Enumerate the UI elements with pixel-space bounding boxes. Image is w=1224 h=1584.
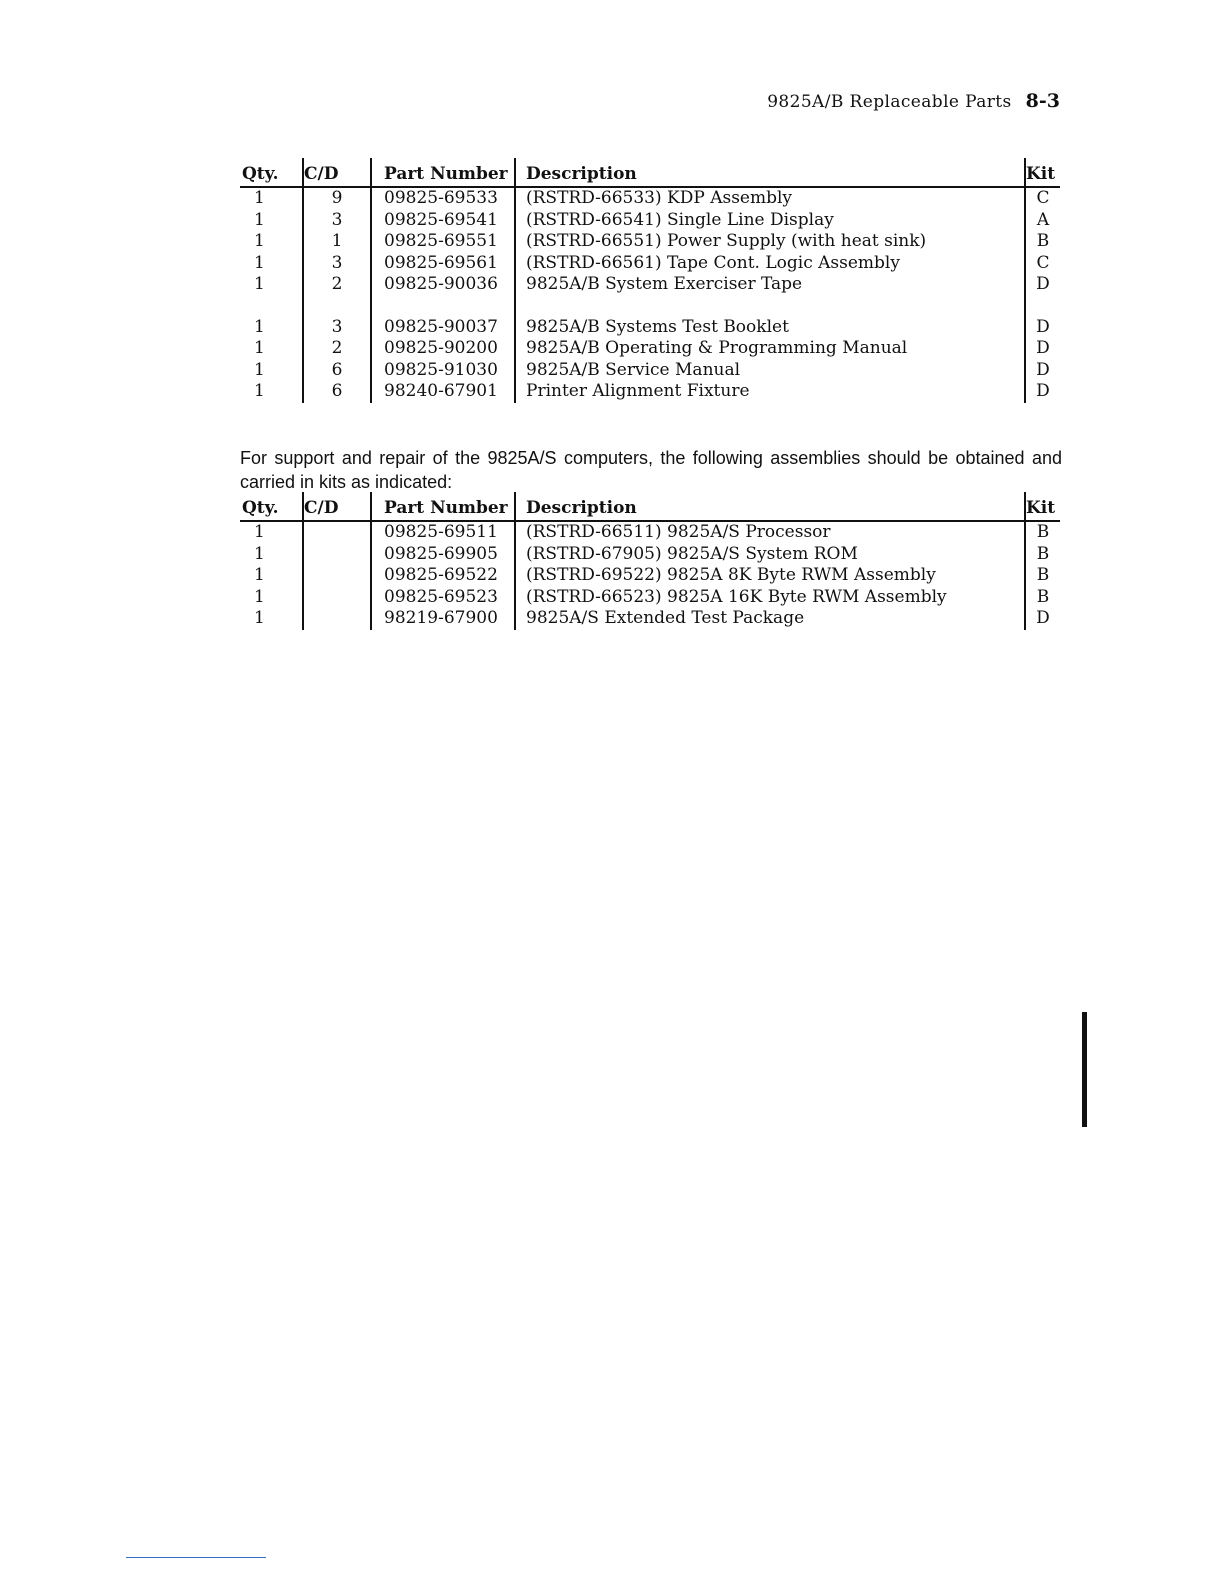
table-row xyxy=(240,360,1060,382)
cell-part-number: 09825-69541 xyxy=(371,210,515,232)
table-header-row xyxy=(240,158,1060,187)
cell-qty: 1 xyxy=(254,543,265,564)
cell-part-number: 09825-69551 xyxy=(371,231,515,253)
cell-kit: C xyxy=(1025,253,1060,275)
column-header-cd: C/D xyxy=(303,492,371,521)
spacer-cell xyxy=(303,296,371,317)
cell-kit: C xyxy=(1025,187,1060,210)
cell-qty: 1 xyxy=(254,209,265,230)
cell-cd: 3 xyxy=(303,253,371,275)
cell-part-number: 09825-69561 xyxy=(371,253,515,275)
cell-description: 9825A/B Operating & Programming Manual xyxy=(515,338,1025,360)
table-row xyxy=(240,521,1060,544)
cell-cd: 9 xyxy=(303,187,371,210)
cell-part-number: 09825-69522 xyxy=(371,565,515,587)
cell-part-number: 98219-67900 xyxy=(371,608,515,630)
parts-table-9825ab xyxy=(240,158,1060,403)
cell-description: (RSTRD-69522) 9825A 8K Byte RWM Assembly xyxy=(515,565,1025,587)
page-header xyxy=(767,90,1060,112)
cell-cd: 3 xyxy=(303,317,371,339)
cell-kit: D xyxy=(1025,360,1060,382)
table-row xyxy=(240,544,1060,566)
support-paragraph: For support and repair of the 9825A/S computers, the following assemblies should be obtained and carried in kits as indicated: xyxy=(240,448,1062,492)
cell-part-number: 09825-91030 xyxy=(371,360,515,382)
cell-description: (RSTRD-66551) Power Supply (with heat sink) xyxy=(515,231,1025,253)
cell-qty: 1 xyxy=(254,316,265,337)
column-header-kit: Kit xyxy=(1025,158,1060,187)
column-header-cd: C/D xyxy=(303,158,371,187)
cell-qty: 1 xyxy=(254,274,265,294)
column-header-part-number: Part Number xyxy=(371,158,515,187)
cell-part-number: 09825-69523 xyxy=(371,587,515,609)
cell-qty: 1 xyxy=(254,252,265,273)
cell-kit: D xyxy=(1025,608,1060,630)
cell-kit: D xyxy=(1025,274,1060,296)
cell-qty: 1 xyxy=(254,565,265,585)
cell-kit: D xyxy=(1025,338,1060,360)
cell-qty: 1 xyxy=(254,359,265,380)
table-row xyxy=(240,187,1060,210)
column-header-qty: Qty. xyxy=(240,158,303,187)
table-row xyxy=(240,381,1060,403)
cell-kit: B xyxy=(1025,544,1060,566)
table-row xyxy=(240,317,1060,339)
cell-kit: A xyxy=(1025,210,1060,232)
cell-description: Printer Alignment Fixture xyxy=(515,381,1025,403)
table-row xyxy=(240,231,1060,253)
cell-cd: 6 xyxy=(303,360,371,382)
cell-qty: 1 xyxy=(254,522,265,542)
revision-change-bar xyxy=(1082,1012,1087,1127)
cell-description: (RSTRD-66561) Tape Cont. Logic Assembly xyxy=(515,253,1025,275)
cell-description: (RSTRD-66533) KDP Assembly xyxy=(515,187,1025,210)
cell-part-number: 98240-67901 xyxy=(371,381,515,403)
table-row xyxy=(240,608,1060,630)
table-row-spacer xyxy=(240,296,1060,317)
cell-description: 9825A/B Service Manual xyxy=(515,360,1025,382)
page-number: 8-3 xyxy=(1025,90,1060,112)
cell-kit: B xyxy=(1025,231,1060,253)
cell-cd: 3 xyxy=(303,210,371,232)
cell-cd xyxy=(303,565,371,587)
cell-part-number: 09825-90036 xyxy=(371,274,515,296)
table-row xyxy=(240,274,1060,296)
cell-description: 9825A/S Extended Test Package xyxy=(515,608,1025,630)
page-header-title: 9825A/B Replaceable Parts xyxy=(767,92,1012,112)
column-header-part-number: Part Number xyxy=(371,492,515,521)
column-header-kit: Kit xyxy=(1025,492,1060,521)
cell-description: 9825A/B Systems Test Booklet xyxy=(515,317,1025,339)
cell-cd xyxy=(303,608,371,630)
table-row xyxy=(240,587,1060,609)
spacer-cell xyxy=(515,296,1025,317)
cell-description: (RSTRD-66523) 9825A 16K Byte RWM Assembly xyxy=(515,587,1025,609)
cell-kit: B xyxy=(1025,521,1060,544)
table-header-row xyxy=(240,492,1060,521)
cell-cd xyxy=(303,587,371,609)
cell-kit: B xyxy=(1025,565,1060,587)
cell-part-number: 09825-69511 xyxy=(371,521,515,544)
cell-qty: 1 xyxy=(254,188,265,208)
cell-qty: 1 xyxy=(254,586,265,607)
column-header-qty: Qty. xyxy=(240,492,303,521)
cell-qty: 1 xyxy=(254,381,265,401)
cell-part-number: 09825-90037 xyxy=(371,317,515,339)
cell-part-number: 09825-69533 xyxy=(371,187,515,210)
table-row xyxy=(240,210,1060,232)
parts-table-9825as xyxy=(240,492,1060,630)
cell-kit: D xyxy=(1025,317,1060,339)
cell-part-number: 09825-69905 xyxy=(371,544,515,566)
column-header-description: Description xyxy=(515,158,1025,187)
table-row xyxy=(240,253,1060,275)
cell-description: (RSTRD-66511) 9825A/S Processor xyxy=(515,521,1025,544)
cell-cd xyxy=(303,544,371,566)
cell-cd: 2 xyxy=(303,274,371,296)
cell-cd: 2 xyxy=(303,338,371,360)
table-row xyxy=(240,565,1060,587)
cell-cd: 6 xyxy=(303,381,371,403)
cell-cd: 1 xyxy=(303,231,371,253)
cell-kit: B xyxy=(1025,587,1060,609)
column-header-description: Description xyxy=(515,492,1025,521)
spacer-cell xyxy=(1025,296,1060,317)
cell-cd xyxy=(303,521,371,544)
cell-description: (RSTRD-66541) Single Line Display xyxy=(515,210,1025,232)
cell-part-number: 09825-90200 xyxy=(371,338,515,360)
footer-rule xyxy=(126,1557,266,1558)
cell-qty: 1 xyxy=(254,231,265,251)
spacer-cell xyxy=(240,296,303,317)
cell-description: (RSTRD-67905) 9825A/S System ROM xyxy=(515,544,1025,566)
table-row xyxy=(240,338,1060,360)
cell-kit: D xyxy=(1025,381,1060,403)
cell-description: 9825A/B System Exerciser Tape xyxy=(515,274,1025,296)
cell-qty: 1 xyxy=(254,608,265,628)
spacer-cell xyxy=(371,296,515,317)
cell-qty: 1 xyxy=(254,338,265,358)
